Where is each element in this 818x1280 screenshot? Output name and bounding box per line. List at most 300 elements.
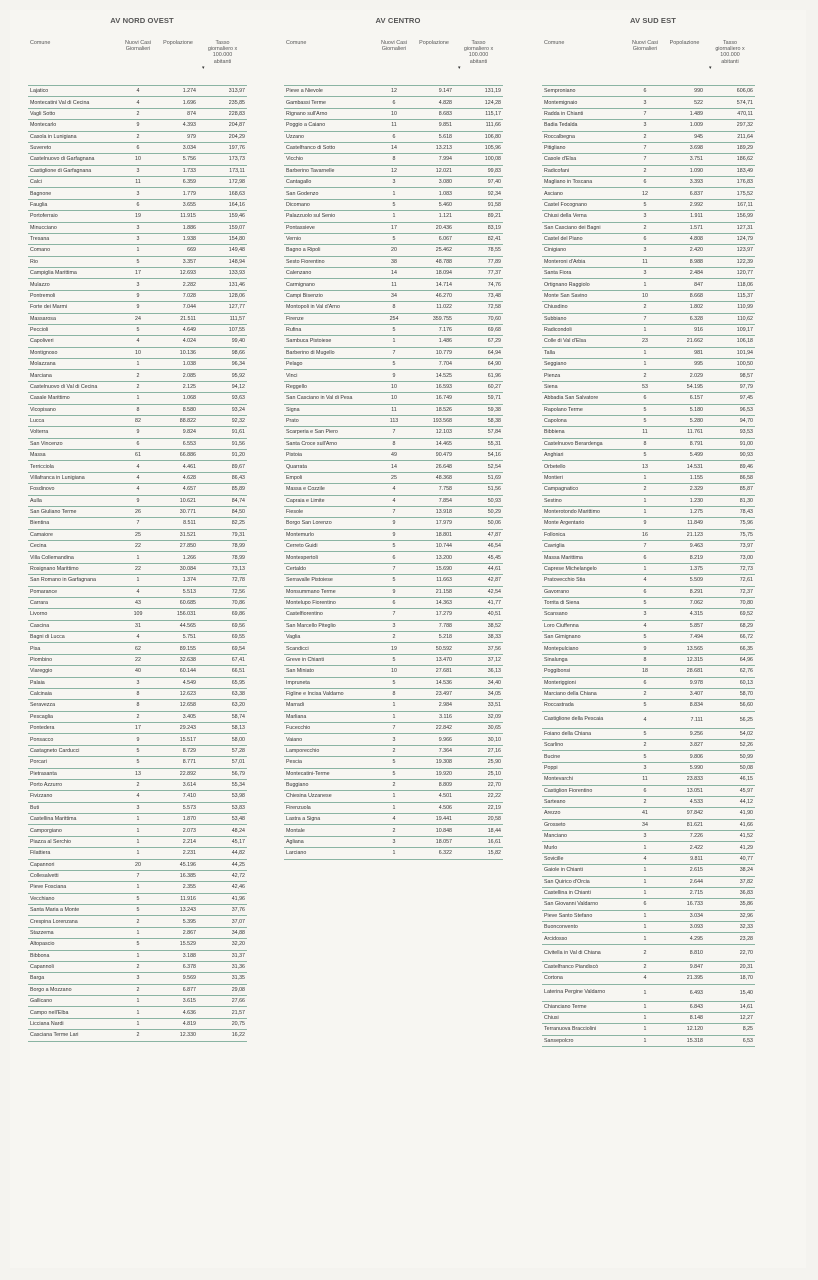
table-row	[28, 734, 247, 745]
cell-nuovi-casi: 1	[626, 506, 664, 517]
header-comune[interactable]: Comune	[286, 40, 307, 46]
cell-tasso: 55,31	[454, 438, 503, 449]
cell-nuovi-casi: 2	[626, 944, 664, 961]
cell-popolazione: 31.521	[158, 529, 198, 540]
sort-down-icon[interactable]: ▾	[202, 65, 205, 71]
cell-tasso: 69,55	[198, 632, 247, 643]
cell-nuovi-casi: 8	[374, 688, 414, 699]
table-row	[542, 324, 755, 335]
cell-comune: Scarlino	[542, 740, 626, 751]
table-row	[542, 774, 755, 785]
cell-tasso: 44,61	[454, 563, 503, 574]
table-row	[28, 222, 247, 233]
table-row	[542, 740, 755, 751]
cell-comune: Campagnatico	[542, 484, 626, 495]
table-row	[28, 768, 247, 779]
cell-tasso: 96,34	[198, 359, 247, 370]
cell-nuovi-casi: 3	[626, 120, 664, 131]
header-popolazione[interactable]: Popolazione	[669, 40, 700, 46]
cell-nuovi-casi: 6	[118, 142, 158, 153]
cell-nuovi-casi: 7	[374, 506, 414, 517]
cell-tasso: 36,13	[454, 666, 503, 677]
cell-comune: Sovicille	[542, 853, 626, 864]
cell-nuovi-casi: 9	[626, 518, 664, 529]
table-row	[542, 700, 755, 711]
cell-nuovi-casi: 1	[626, 347, 664, 358]
cell-comune: Lajatico	[28, 86, 118, 97]
cell-tasso: 94,70	[705, 415, 755, 426]
cell-tasso: 78,43	[705, 506, 755, 517]
cell-popolazione: 2.085	[158, 370, 198, 381]
cell-comune: Reggello	[284, 381, 374, 392]
cell-popolazione: 522	[664, 97, 705, 108]
cell-nuovi-casi: 25	[118, 529, 158, 540]
cell-tasso: 93,53	[705, 427, 755, 438]
cell-popolazione: 1.275	[664, 506, 705, 517]
cell-comune: Volterra	[28, 427, 118, 438]
table-row	[284, 97, 503, 108]
cell-comune: Uzzano	[284, 131, 374, 142]
cell-nuovi-casi: 8	[118, 688, 158, 699]
cell-comune: Castelfiorentino	[284, 609, 374, 620]
cell-popolazione: 48.788	[414, 256, 454, 267]
cell-comune: San Marcello Piteglio	[284, 620, 374, 631]
cell-nuovi-casi: 5	[118, 939, 158, 950]
cell-comune: Minucciano	[28, 222, 118, 233]
cell-nuovi-casi: 20	[374, 245, 414, 256]
cell-nuovi-casi: 2	[118, 961, 158, 972]
cell-nuovi-casi: 4	[626, 973, 664, 984]
table-row	[284, 154, 503, 165]
cell-popolazione: 3.188	[158, 950, 198, 961]
cell-popolazione: 8.988	[664, 256, 705, 267]
cell-popolazione: 17.279	[414, 609, 454, 620]
cell-tasso: 124,79	[705, 233, 755, 244]
cell-comune: Massa	[28, 450, 118, 461]
cell-nuovi-casi: 1	[626, 865, 664, 876]
cell-popolazione: 10.848	[414, 825, 454, 836]
cell-comune: Montieri	[542, 472, 626, 483]
table-row	[284, 563, 503, 574]
cell-nuovi-casi: 11	[374, 279, 414, 290]
cell-nuovi-casi: 3	[118, 973, 158, 984]
cell-comune: Casola in Lunigiana	[28, 131, 118, 142]
table-row	[284, 211, 503, 222]
header-tasso[interactable]	[705, 40, 755, 71]
cell-popolazione: 23.497	[414, 688, 454, 699]
cell-comune: Castel del Piano	[542, 233, 626, 244]
cell-tasso: 118,06	[705, 279, 755, 290]
cell-comune: Monteroni d'Arbia	[542, 256, 626, 267]
cell-tasso: 70,60	[454, 313, 503, 324]
cell-tasso: 18,44	[454, 825, 503, 836]
cell-nuovi-casi: 1	[118, 1018, 158, 1029]
cell-popolazione: 1.802	[664, 302, 705, 313]
cell-comune: San Vincenzo	[28, 438, 118, 449]
cell-comune: Camaiore	[28, 529, 118, 540]
cell-tasso: 54,16	[454, 450, 503, 461]
table-row	[28, 825, 247, 836]
header-line: giornaliero x	[715, 46, 745, 53]
cell-tasso: 8,25	[705, 1024, 755, 1035]
cell-nuovi-casi: 40	[118, 666, 158, 677]
cell-nuovi-casi: 4	[626, 853, 664, 864]
sort-down-icon[interactable]: ▾	[458, 65, 461, 71]
cell-tasso: 73,48	[454, 290, 503, 301]
cell-popolazione: 12.103	[414, 427, 454, 438]
cell-tasso: 44,25	[198, 859, 247, 870]
table-row	[284, 688, 503, 699]
cell-popolazione: 6.553	[158, 438, 198, 449]
cell-nuovi-casi: 1	[626, 922, 664, 933]
cell-popolazione: 3.614	[158, 779, 198, 790]
table-row	[28, 859, 247, 870]
cell-tasso: 59,38	[454, 404, 503, 415]
cell-comune: Vernio	[284, 233, 374, 244]
sort-down-icon[interactable]: ▾	[709, 65, 712, 71]
table-row	[542, 1001, 755, 1012]
cell-comune: Santa Maria a Monte	[28, 905, 118, 916]
cell-nuovi-casi: 1	[118, 393, 158, 404]
cell-nuovi-casi: 1	[118, 552, 158, 563]
cell-popolazione: 5.499	[664, 450, 705, 461]
cell-popolazione: 27.850	[158, 541, 198, 552]
cell-popolazione: 8.809	[414, 779, 454, 790]
table-row	[542, 842, 755, 853]
cell-tasso: 20,75	[198, 1018, 247, 1029]
cell-popolazione: 6.877	[158, 984, 198, 995]
cell-popolazione: 2.282	[158, 279, 198, 290]
table-row	[284, 393, 503, 404]
cell-tasso: 91,56	[198, 438, 247, 449]
cell-popolazione: 5.573	[158, 802, 198, 813]
cell-comune: Calenzano	[284, 268, 374, 279]
cell-comune: Capraia e Limite	[284, 495, 374, 506]
cell-nuovi-casi: 3	[626, 97, 664, 108]
cell-tasso: 35,86	[705, 899, 755, 910]
header-popolazione[interactable]: Popolazione	[163, 40, 193, 46]
cell-tasso: 30,65	[454, 723, 503, 734]
cell-comune: Agliana	[284, 836, 374, 847]
cell-tasso: 77,89	[454, 256, 503, 267]
table-row	[28, 199, 247, 210]
cell-nuovi-casi: 38	[374, 256, 414, 267]
cell-tasso: 57,28	[198, 745, 247, 756]
cell-comune: Montespertoli	[284, 552, 374, 563]
header-tasso[interactable]	[198, 40, 247, 71]
cell-tasso: 16,61	[454, 836, 503, 847]
table-row	[542, 97, 755, 108]
cell-nuovi-casi: 5	[626, 450, 664, 461]
cell-tasso: 86,43	[198, 472, 247, 483]
cell-tasso: 20,58	[454, 814, 503, 825]
table-row	[284, 575, 503, 586]
cell-tasso: 73,00	[705, 552, 755, 563]
cell-popolazione: 6.157	[664, 393, 705, 404]
table-row	[284, 723, 503, 734]
cell-popolazione: 8.219	[664, 552, 705, 563]
cell-nuovi-casi: 1	[626, 887, 664, 898]
cell-tasso: 183,49	[705, 165, 755, 176]
cell-nuovi-casi: 7	[626, 108, 664, 119]
cell-comune: Greve in Chianti	[284, 654, 374, 665]
table-row	[284, 279, 503, 290]
header-popolazione[interactable]: Popolazione	[419, 40, 449, 46]
cell-tasso: 159,46	[198, 211, 247, 222]
cell-popolazione: 13.213	[414, 142, 454, 153]
table-row	[284, 461, 503, 472]
data-table	[284, 85, 503, 860]
table-row	[28, 347, 247, 358]
table-row	[284, 632, 503, 643]
cell-comune: Massarosa	[28, 313, 118, 324]
cell-tasso: 74,76	[454, 279, 503, 290]
cell-tasso: 82,41	[454, 233, 503, 244]
cell-comune: Montopoli in Val d'Arno	[284, 302, 374, 313]
cell-popolazione: 7.364	[414, 745, 454, 756]
cell-tasso: 42,54	[454, 586, 503, 597]
table-row	[542, 506, 755, 517]
table-row	[542, 313, 755, 324]
cell-tasso: 34,88	[198, 927, 247, 938]
cell-comune: San Godenzo	[284, 188, 374, 199]
cell-comune: Radda in Chianti	[542, 108, 626, 119]
cell-tasso: 60,13	[705, 677, 755, 688]
cell-comune: Orbetello	[542, 461, 626, 472]
cell-nuovi-casi: 6	[374, 597, 414, 608]
cell-comune: Dicomano	[284, 199, 374, 210]
cell-comune: Marciano della Chiana	[542, 688, 626, 699]
cell-nuovi-casi: 1	[626, 1001, 664, 1012]
table-row	[284, 427, 503, 438]
cell-comune: Fucecchio	[284, 723, 374, 734]
cell-comune: Pontassieve	[284, 222, 374, 233]
cell-tasso: 52,26	[705, 740, 755, 751]
cell-tasso: 42,46	[198, 882, 247, 893]
cell-nuovi-casi: 5	[374, 677, 414, 688]
table-row	[28, 415, 247, 426]
cell-comune: Bagno a Ripoli	[284, 245, 374, 256]
cell-comune: Massa e Cozzile	[284, 484, 374, 495]
cell-comune: Bientina	[28, 518, 118, 529]
cell-tasso: 105,96	[454, 142, 503, 153]
cell-nuovi-casi: 2	[626, 796, 664, 807]
table-row	[542, 944, 755, 961]
cell-popolazione: 3.093	[664, 922, 705, 933]
cell-popolazione: 13.918	[414, 506, 454, 517]
header-nuovi-casi[interactable]	[374, 40, 414, 52]
cell-popolazione: 1.938	[158, 233, 198, 244]
table-row	[284, 131, 503, 142]
table-row	[28, 336, 247, 347]
cell-nuovi-casi: 6	[626, 233, 664, 244]
cell-nuovi-casi: 1	[118, 882, 158, 893]
cell-popolazione: 4.808	[664, 233, 705, 244]
cell-tasso: 58,70	[705, 688, 755, 699]
cell-popolazione: 8.668	[664, 290, 705, 301]
cell-comune: San Miniato	[284, 666, 374, 677]
cell-tasso: 235,85	[198, 97, 247, 108]
cell-popolazione: 88.822	[158, 415, 198, 426]
cell-comune: Ortignano Raggiolo	[542, 279, 626, 290]
cell-tasso: 167,11	[705, 199, 755, 210]
cell-popolazione: 16.385	[158, 870, 198, 881]
cell-popolazione: 4.549	[158, 677, 198, 688]
cell-popolazione: 4.649	[158, 324, 198, 335]
cell-comune: Montale	[284, 825, 374, 836]
cell-tasso: 52,54	[454, 461, 503, 472]
cell-tasso: 89,21	[454, 211, 503, 222]
cell-comune: Magliano in Toscana	[542, 177, 626, 188]
cell-popolazione: 2.644	[664, 876, 705, 887]
cell-popolazione: 19.441	[414, 814, 454, 825]
cell-popolazione: 16.733	[664, 899, 705, 910]
table-row	[28, 597, 247, 608]
cell-comune: Castelnuovo di Garfagnana	[28, 154, 118, 165]
cell-popolazione: 54.195	[664, 381, 705, 392]
cell-popolazione: 7.044	[158, 302, 198, 313]
cell-tasso: 70,86	[198, 597, 247, 608]
cell-nuovi-casi: 1	[118, 836, 158, 847]
cell-popolazione: 8.834	[664, 700, 705, 711]
cell-nuovi-casi: 1	[626, 359, 664, 370]
cell-nuovi-casi: 3	[118, 188, 158, 199]
cell-comune: Murlo	[542, 842, 626, 853]
cell-popolazione: 11.663	[414, 575, 454, 586]
table-row	[284, 666, 503, 677]
cell-tasso: 106,18	[705, 336, 755, 347]
cell-popolazione: 8.511	[158, 518, 198, 529]
cell-comune: Capoliveri	[28, 336, 118, 347]
header-comune[interactable]: Comune	[30, 40, 51, 46]
cell-popolazione: 5.990	[664, 762, 705, 773]
cell-nuovi-casi: 4	[374, 814, 414, 825]
cell-comune: Pistoia	[284, 450, 374, 461]
cell-comune: Camporgiano	[28, 825, 118, 836]
cell-nuovi-casi: 6	[626, 899, 664, 910]
cell-nuovi-casi: 2	[374, 779, 414, 790]
cell-popolazione: 3.405	[158, 711, 198, 722]
cell-tasso: 127,77	[198, 302, 247, 313]
cell-popolazione: 2.867	[158, 927, 198, 938]
cell-comune: Figline e Incisa Valdarno	[284, 688, 374, 699]
cell-tasso: 72,56	[198, 586, 247, 597]
table-row	[542, 495, 755, 506]
cell-tasso: 83,19	[454, 222, 503, 233]
cell-comune: Chiesina Uzzanese	[284, 791, 374, 802]
cell-comune: Lucca	[28, 415, 118, 426]
cell-nuovi-casi: 1	[626, 984, 664, 1001]
cell-tasso: 46,15	[705, 774, 755, 785]
cell-tasso: 37,56	[454, 643, 503, 654]
header-tasso[interactable]	[454, 40, 503, 71]
cell-tasso: 606,06	[705, 86, 755, 97]
cell-popolazione: 12.315	[664, 654, 705, 665]
cell-tasso: 122,39	[705, 256, 755, 267]
table-row	[542, 984, 755, 1001]
cell-comune: Rosignano Marittimo	[28, 563, 118, 574]
cell-popolazione: 60.144	[158, 666, 198, 677]
cell-comune: Poggibonsi	[542, 666, 626, 677]
table-row	[284, 142, 503, 153]
header-nuovi-casi[interactable]	[118, 40, 158, 52]
cell-comune: Firenzuola	[284, 802, 374, 813]
header-nuovi-casi[interactable]	[626, 40, 664, 52]
cell-tasso: 111,66	[454, 120, 503, 131]
cell-comune: Pienza	[542, 370, 626, 381]
cell-tasso: 189,29	[705, 142, 755, 153]
cell-comune: Caprese Michelangelo	[542, 563, 626, 574]
cell-popolazione: 9.847	[664, 961, 705, 972]
cell-tasso: 109,17	[705, 324, 755, 335]
cell-popolazione: 945	[664, 131, 705, 142]
cell-nuovi-casi: 1	[374, 791, 414, 802]
cell-popolazione: 5.857	[664, 620, 705, 631]
cell-tasso: 93,24	[198, 404, 247, 415]
cell-nuovi-casi: 2	[118, 131, 158, 142]
cell-tasso: 50,08	[705, 762, 755, 773]
cell-nuovi-casi: 4	[374, 484, 414, 495]
cell-tasso: 16,22	[198, 1030, 247, 1041]
cell-nuovi-casi: 19	[374, 643, 414, 654]
cell-nuovi-casi: 4	[626, 575, 664, 586]
cell-comune: San Giovanni Valdarno	[542, 899, 626, 910]
cell-popolazione: 7.176	[414, 324, 454, 335]
table-row	[542, 1012, 755, 1023]
cell-popolazione: 1.009	[664, 120, 705, 131]
cell-tasso: 31,37	[198, 950, 247, 961]
cell-comune: Grosseto	[542, 819, 626, 830]
cell-tasso: 90,93	[705, 450, 755, 461]
cell-tasso: 6,53	[705, 1035, 755, 1046]
cell-nuovi-casi: 41	[626, 808, 664, 819]
cell-popolazione: 14.525	[414, 370, 454, 381]
cell-nuovi-casi: 3	[374, 620, 414, 631]
table-row	[28, 359, 247, 370]
table-row	[284, 825, 503, 836]
table-row	[542, 922, 755, 933]
cell-comune: Asciano	[542, 188, 626, 199]
cell-popolazione: 9.806	[664, 751, 705, 762]
cell-tasso: 72,78	[198, 575, 247, 586]
table-row	[28, 586, 247, 597]
cell-nuovi-casi: 3	[118, 233, 158, 244]
header-comune[interactable]: Comune	[544, 40, 565, 46]
cell-comune: Gaiole in Chianti	[542, 865, 626, 876]
cell-popolazione: 3.080	[414, 177, 454, 188]
cell-tasso: 123,97	[705, 245, 755, 256]
cell-nuovi-casi: 12	[374, 165, 414, 176]
cell-tasso: 22,22	[454, 791, 503, 802]
cell-tasso: 84,50	[198, 506, 247, 517]
cell-comune: San Romano in Garfagnana	[28, 575, 118, 586]
cell-tasso: 72,61	[705, 575, 755, 586]
cell-popolazione: 28.681	[664, 666, 705, 677]
cell-comune: Pontremoli	[28, 290, 118, 301]
cell-nuovi-casi: 5	[118, 893, 158, 904]
cell-tasso: 99,83	[454, 165, 503, 176]
table-row	[284, 450, 503, 461]
cell-comune: Barga	[28, 973, 118, 984]
cell-tasso: 23,28	[705, 933, 755, 944]
cell-popolazione: 3.407	[664, 688, 705, 699]
cell-nuovi-casi: 6	[626, 677, 664, 688]
cell-popolazione: 3.357	[158, 256, 198, 267]
table-row	[284, 165, 503, 176]
cell-nuovi-casi: 9	[118, 302, 158, 313]
cell-popolazione: 46.270	[414, 290, 454, 301]
cell-nuovi-casi: 5	[374, 233, 414, 244]
